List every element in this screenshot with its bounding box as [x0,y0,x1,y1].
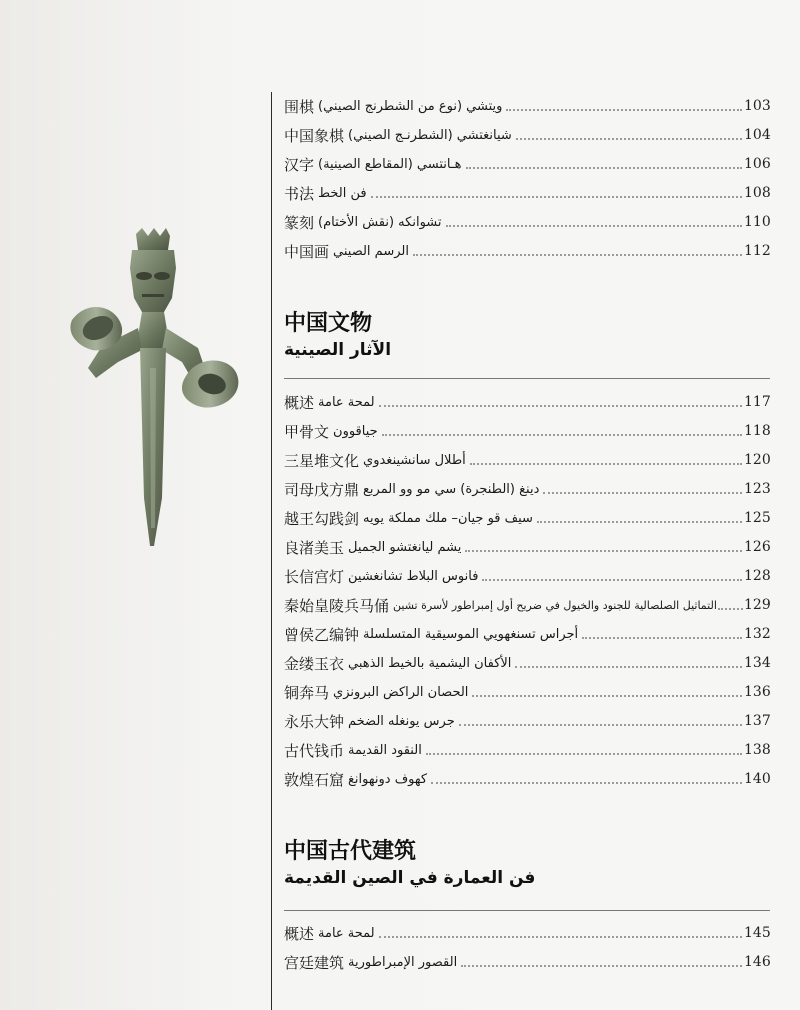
toc-leader-dots [537,521,742,523]
toc-title-arabic: ويتشي (نوع من الشطرنج الصيني) [318,98,503,114]
toc-leader-dots [459,724,742,726]
toc-leader-dots [446,225,743,227]
toc-leader-dots [466,167,743,169]
toc-title-chinese: 古代钱币 [284,741,345,760]
toc-title-chinese: 书法 [284,184,315,203]
toc-row[interactable] [284,418,771,444]
toc-title-arabic: لمحة عامة [318,394,375,410]
toc-page-number: 128 [744,568,771,584]
toc-leader-dots [431,782,742,784]
toc-leader-dots [426,753,742,755]
toc-title-chinese: 围棋 [284,97,315,116]
toc-entry-title [284,624,578,645]
toc-row[interactable] [284,93,771,119]
toc-entry-title [284,740,422,761]
toc-entry-title [284,479,539,500]
toc-title-arabic: أجراس تسنغهويي الموسيقية المتسلسلة [363,626,579,642]
toc-title-chinese: 三星堆文化 [284,451,360,470]
toc-entry-title [284,154,462,175]
toc-title-chinese: 中国象棋 [284,126,345,145]
toc-leader-dots [543,492,742,494]
toc-row[interactable] [284,679,771,705]
toc-title-chinese: 铜奔马 [284,683,330,702]
toc-title-arabic: لمحة عامة [318,925,375,941]
toc-row[interactable] [284,766,771,792]
toc-leader-dots [413,254,742,256]
toc-entry-title [284,450,466,471]
toc-leader-dots [472,695,742,697]
toc-title-chinese: 概述 [284,924,315,943]
toc-entry-title [284,212,442,233]
toc-entry-title [284,952,457,973]
toc-page-number: 125 [744,510,771,526]
toc-row[interactable] [284,122,771,148]
toc-row[interactable] [284,534,771,560]
toc-title-chinese: 敦煌石窟 [284,770,345,789]
toc-row[interactable] [284,151,771,177]
toc-page-number: 145 [744,925,771,941]
toc-page-number: 126 [744,539,771,555]
toc-row[interactable] [284,505,771,531]
toc-entry-title [284,923,375,944]
toc-leader-dots [470,463,742,465]
toc-page-number: 118 [744,423,771,439]
toc-leader-dots [382,434,742,436]
toc-title-arabic: كهوف دونهوانغ [348,771,428,787]
toc-leader-dots [482,579,742,581]
toc-row[interactable] [284,476,771,502]
toc-leader-dots [515,666,742,668]
toc-entry-title [284,682,468,703]
toc-row[interactable] [284,592,771,618]
toc-title-arabic: شيانغتشي (الشطرنـج الصيني) [348,127,512,143]
toc-title-arabic: دينغ (الطنجرة) سي مو وو المربع [363,481,540,497]
toc-title-arabic: يشم ليانغتشو الجميل [348,539,462,555]
toc-row[interactable] [284,563,771,589]
toc-page-number: 123 [744,481,771,497]
toc-title-chinese: 汉字 [284,155,315,174]
toc-page-number: 112 [744,243,771,259]
toc-page-number: 117 [744,394,771,410]
toc-entry-title [284,183,367,204]
toc-leader-dots [461,965,742,967]
toc-row[interactable] [284,650,771,676]
toc-leader-dots [379,936,742,938]
toc-entry-title [284,769,427,790]
toc-page-number: 103 [744,98,771,114]
toc-title-arabic: فن الخط [318,185,367,201]
toc-title-arabic: الأكفان اليشمية بالخيط الذهبي [348,655,512,671]
toc-leader-dots [516,138,742,140]
toc-entry-title [284,392,375,413]
toc-leader-dots [371,196,742,198]
section-divider [284,910,770,911]
toc-leader-dots [506,109,742,111]
toc-title-arabic: هـانتسي (المقاطع الصينية) [318,156,462,172]
toc-page-number: 104 [744,127,771,143]
toc-row[interactable] [284,389,771,415]
toc-title-chinese: 篆刻 [284,213,315,232]
toc-title-arabic: النقود القديمة [348,742,422,758]
toc-title-chinese: 甲骨文 [284,422,330,441]
toc-row[interactable] [284,209,771,235]
toc-title-chinese: 越王勾践剑 [284,509,360,528]
section-title-arabic: فن العمارة في الصين القديمة [284,868,536,888]
toc-title-arabic: تشوانكه (نقش الأختام) [318,214,442,230]
toc-page-number: 146 [744,954,771,970]
toc-entry-title [284,566,478,587]
toc-row[interactable] [284,737,771,763]
toc-title-chinese: 中国画 [284,242,330,261]
toc-title-arabic: أطلال سانشينغدوي [363,452,466,468]
toc-title-arabic: التماثيل الصلصالية للجنود والخيول في ضريح أول إمبراطور لأسرة تشين [393,598,717,612]
toc-page-number: 134 [744,655,771,671]
toc-entry-title [284,125,512,146]
toc-entry-title [284,653,511,674]
toc-page-number: 108 [744,185,771,201]
toc-leader-dots [465,550,742,552]
toc-title-arabic: فانوس البلاط تشانغشين [348,568,479,584]
toc-row[interactable] [284,238,771,264]
toc-row[interactable] [284,447,771,473]
section-divider [284,378,770,379]
toc-entry-title [284,241,409,262]
toc-leader-dots [379,405,742,407]
toc-title-chinese: 良渚美玉 [284,538,345,557]
toc-title-arabic: جياقوون [333,423,378,439]
toc-page-number: 120 [744,452,771,468]
toc-leader-dots [718,608,743,610]
toc-row[interactable] [284,949,771,975]
toc-title-arabic: القصور الإمبراطورية [348,954,458,970]
toc-title-chinese: 金缕玉衣 [284,654,345,673]
toc-title-arabic: الحصان الراكض البرونزي [333,684,469,700]
toc-title-chinese: 秦始皇陵兵马俑 [284,596,390,615]
toc-page-number: 140 [744,771,771,787]
toc-entry-title [284,421,378,442]
toc-entry-title [284,595,717,616]
toc-title-arabic: الرسم الصيني [333,243,409,259]
toc-page-number: 132 [744,626,771,642]
toc-entry-title [284,508,533,529]
toc-row[interactable] [284,180,771,206]
toc-row[interactable] [284,708,771,734]
toc-title-arabic: جرس يونغله الضخم [348,713,455,729]
toc-page-number: 138 [744,742,771,758]
toc-row[interactable] [284,621,771,647]
sanxingdui-bronze-figure-image [58,228,248,548]
toc-title-chinese: 曾侯乙编钟 [284,625,360,644]
toc-title-chinese: 宫廷建筑 [284,953,345,972]
toc-leader-dots [582,637,742,639]
section-title-chinese: 中国文物 [284,311,373,336]
toc-title-chinese: 永乐大钟 [284,712,345,731]
toc-title-chinese: 概述 [284,393,315,412]
toc-title-chinese: 司母戊方鼎 [284,480,360,499]
toc-title-arabic: سيف قو جيان– ملك مملكة يويه [363,510,533,526]
toc-page-number: 137 [744,713,771,729]
toc-title-chinese: 长信宫灯 [284,567,345,586]
toc-page-number: 110 [744,214,771,230]
toc-entry-title [284,537,461,558]
toc-entry-title [284,96,502,117]
toc-page-number: 136 [744,684,771,700]
section-title-arabic: الآثار الصينية [284,340,392,360]
toc-entry-title [284,711,455,732]
column-divider [271,92,272,1010]
toc-page-number: 106 [744,156,771,172]
toc-row[interactable] [284,920,771,946]
section-title-chinese: 中国古代建筑 [284,839,417,864]
toc-page-number: 129 [744,597,771,613]
